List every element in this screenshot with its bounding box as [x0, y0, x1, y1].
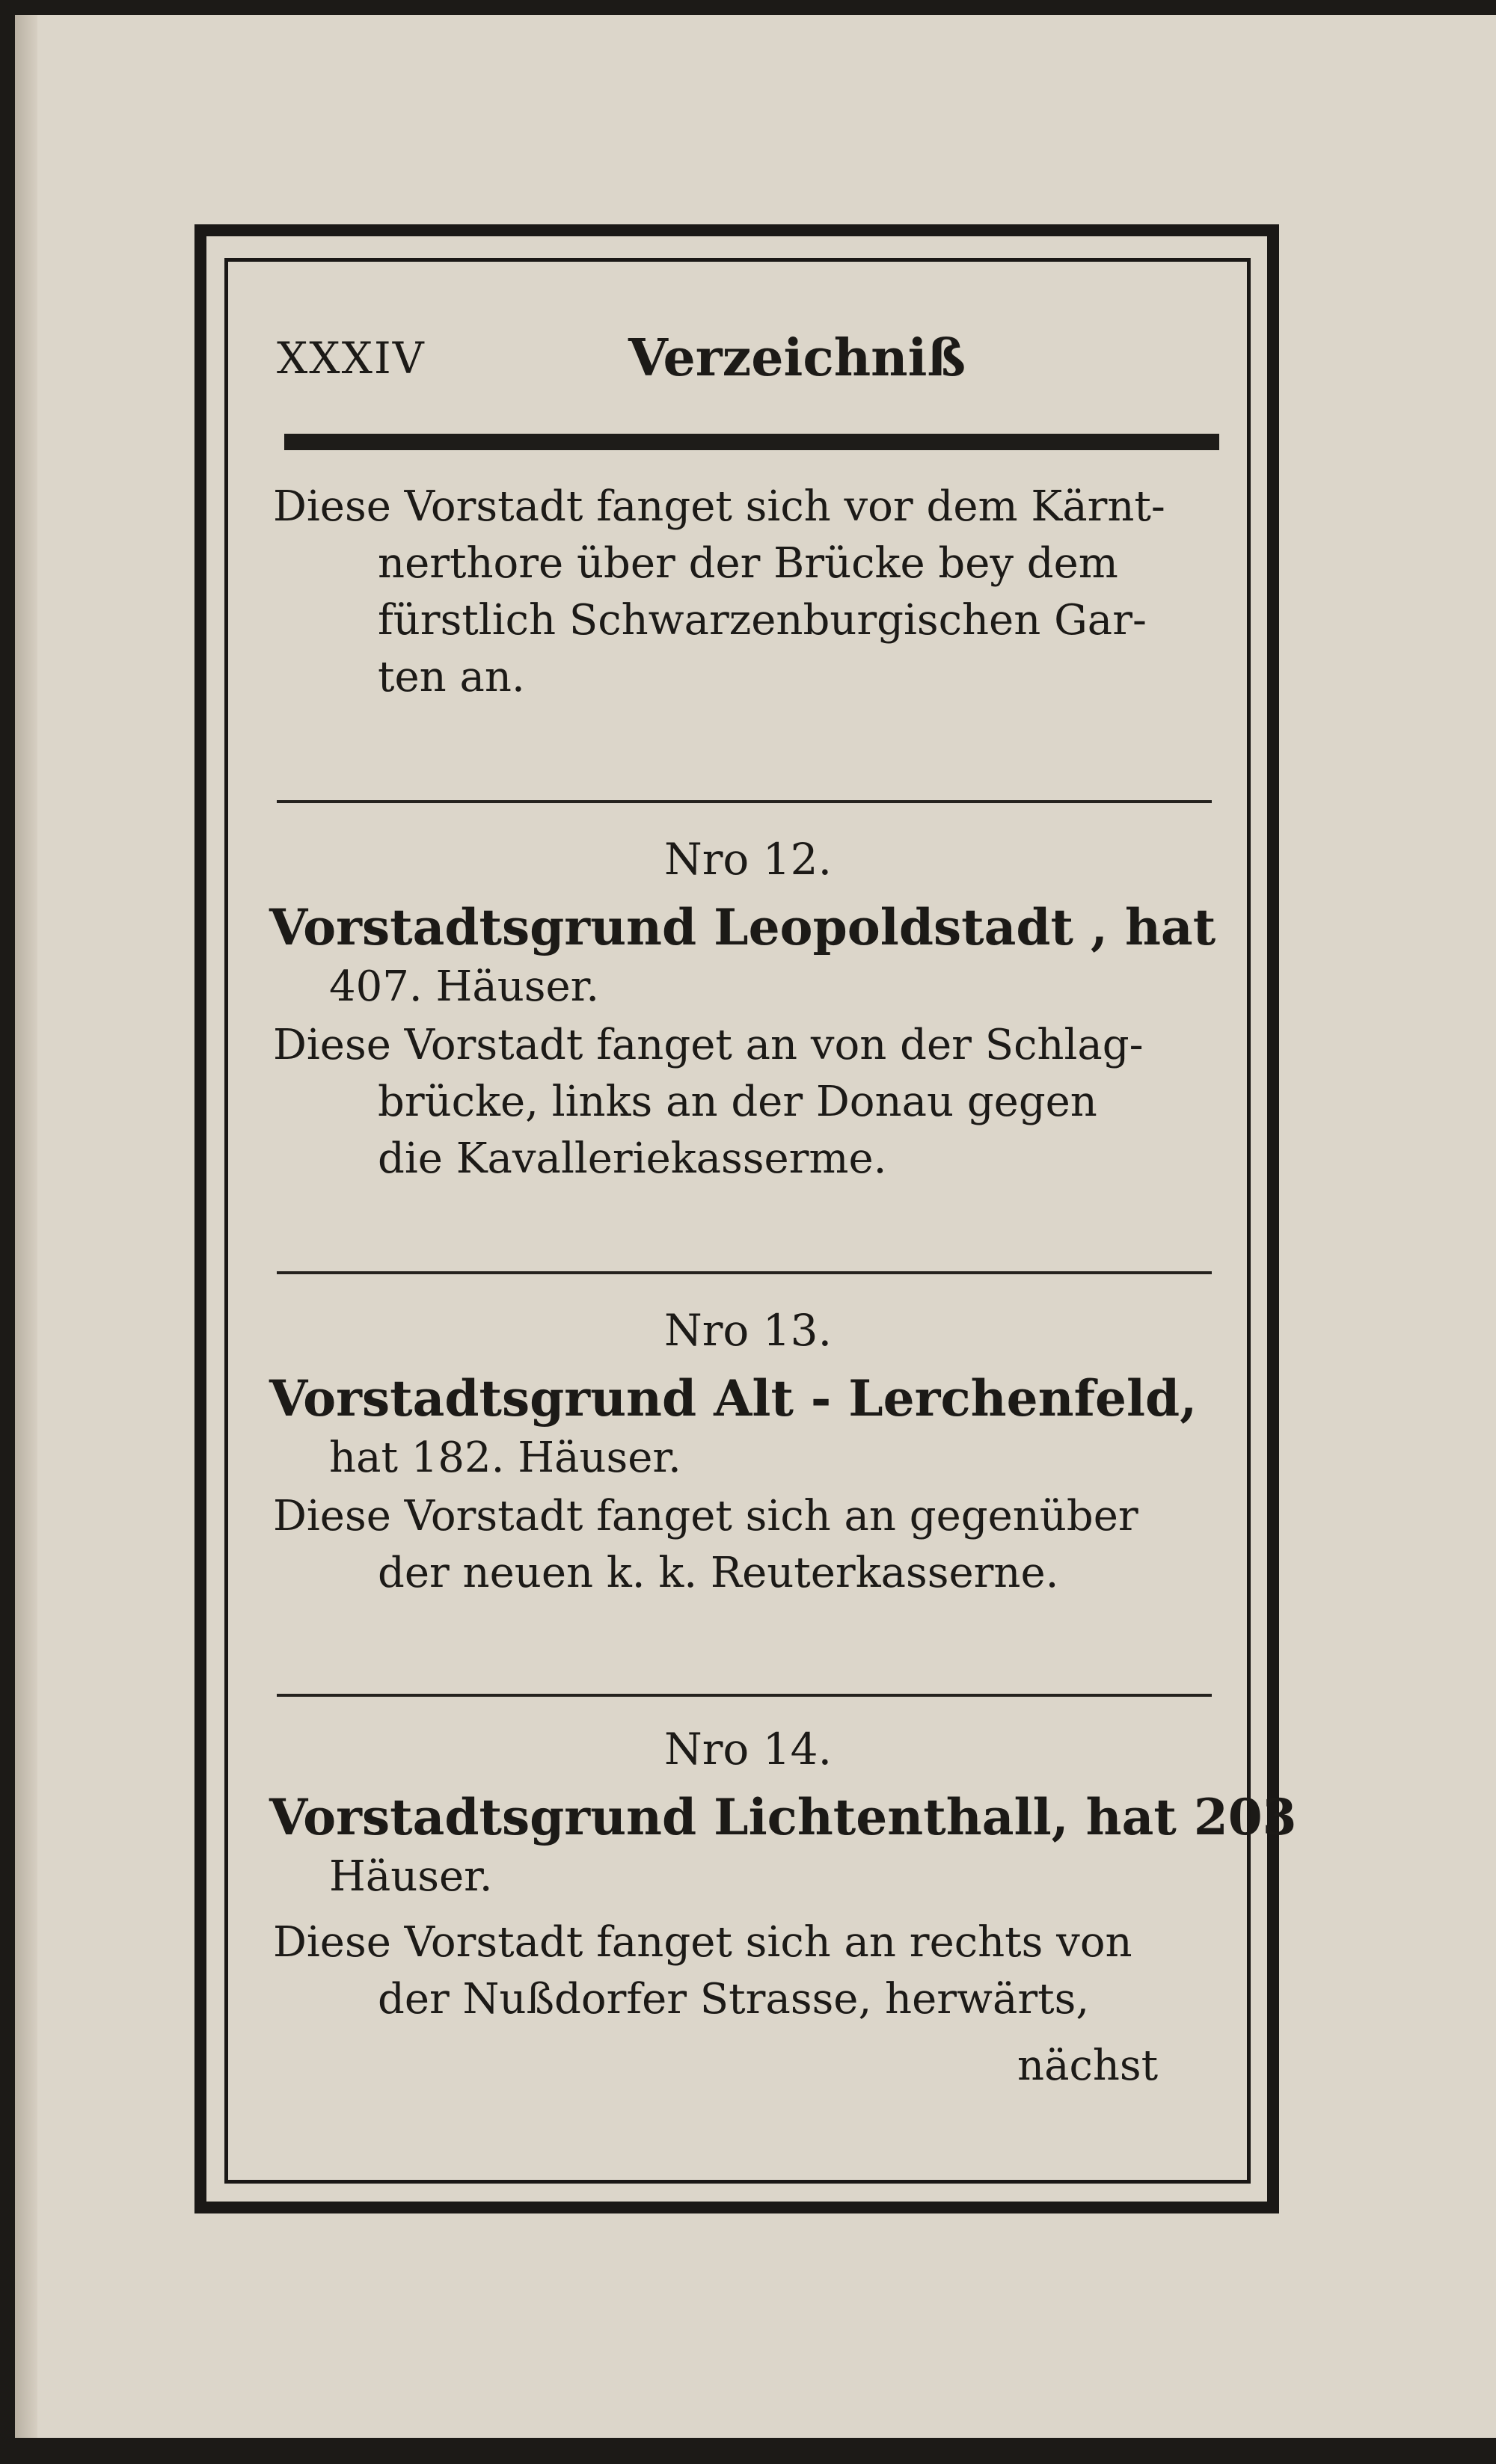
page-content: [254, 277, 1297, 2131]
section-divider: [277, 1271, 1212, 1274]
entry-title-cont: Häuser.: [329, 1852, 493, 1901]
text-line: der neuen k. k. Reuterkasserne.: [378, 1549, 1059, 1597]
catchword: nächst: [1017, 2041, 1159, 2090]
text-line: Diese Vorstadt fanget an von der Schlag-: [273, 1021, 1144, 1069]
entry-heading: [269, 1787, 1297, 1907]
entry-heading: [269, 1368, 1227, 1488]
intro-paragraph: [273, 479, 1223, 706]
page-header: [277, 328, 1212, 400]
text-line: Diese Vorstadt fanget sich vor dem Kärnt-: [273, 482, 1165, 531]
entry-description: [273, 1017, 1223, 1188]
entry-heading: [269, 897, 1227, 1017]
section-divider: [277, 1694, 1212, 1697]
entry-title: Vorstadtsgrund Lichtenthall, hat 203: [269, 1788, 1297, 1846]
text-line: die Kavalleriekasserme.: [378, 1134, 887, 1183]
entry-number: Nro 14.: [663, 1724, 833, 1775]
text-line: nerthore über der Brücke bey dem: [378, 539, 1118, 588]
entry-description: [273, 1488, 1223, 1602]
entry-title-cont: hat 182. Häuser.: [329, 1434, 681, 1482]
running-title: Verzeichniß: [628, 328, 966, 388]
text-line: fürstlich Schwarzenburgischen Gar-: [378, 596, 1147, 645]
text-line: der Nußdorfer Strasse, herwärts,: [378, 1975, 1090, 2024]
entry-number: Nro 13.: [663, 1305, 833, 1356]
entry-description: [273, 1914, 1223, 2028]
text-line: brücke, links an der Donau gegen: [378, 1078, 1097, 1126]
entry-title-cont: 407. Häuser.: [329, 962, 600, 1011]
text-line: ten an.: [378, 653, 525, 701]
page-number: XXXIV: [277, 333, 426, 384]
entry-title: Vorstadtsgrund Leopoldstadt , hat: [269, 898, 1216, 956]
entry-title: Vorstadtsgrund Alt - Lerchenfeld,: [269, 1369, 1198, 1428]
entry-number: Nro 12.: [663, 834, 833, 885]
text-line: Diese Vorstadt fanget sich an rechts von: [273, 1918, 1132, 1967]
header-rule: [284, 434, 1219, 450]
text-line: Diese Vorstadt fanget sich an gegenüber: [273, 1492, 1138, 1540]
section-divider: [277, 800, 1212, 803]
page-edge: [15, 15, 37, 2438]
